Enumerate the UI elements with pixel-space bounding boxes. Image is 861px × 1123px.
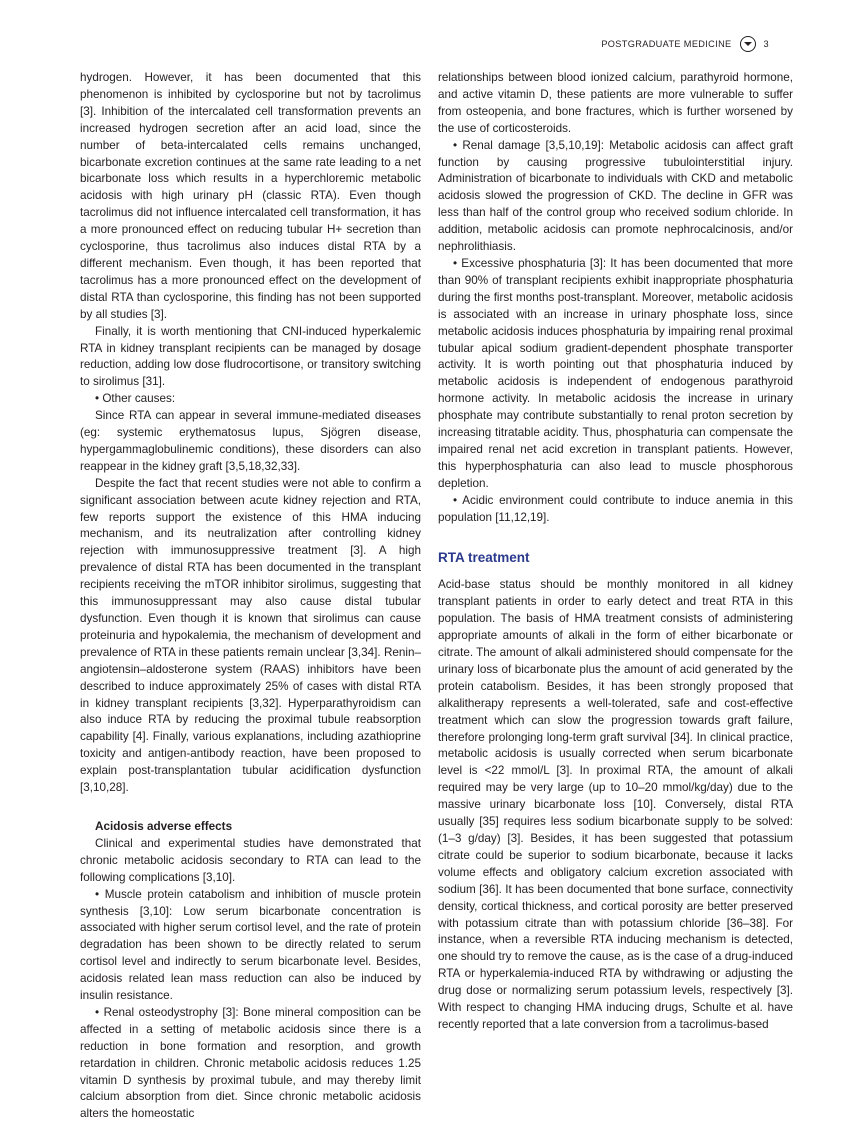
journal-title: POSTGRADUATE MEDICINE (601, 39, 732, 49)
bullet-item: • Muscle protein catabolism and inhibition of muscle protein synthesis [3,10]: Low serum bicarbonate concentration is associated with higher serum cortisol level, and the rate of protein degradation has been shown to be directly related to serum cortisol level and indirectly to serum bicarbonate level. Besides, acidosis related lean mass reduction can also be induced by insulin resistance. (80, 887, 421, 1003)
paragraph: relationships between blood ionized calcium, parathyroid hormone, and active vitamin D, these patients are more vulnerable to suffer from osteopenia, and bone fractures, which is further worsened by the use of corticosteroids. (438, 71, 793, 135)
left-column (80, 70, 421, 1123)
section-heading: RTA treatment (438, 550, 530, 566)
paragraph: Despite the fact that recent studies were not able to confirm a significant association between acute kidney rejection and RTA, few reports support the existence of this HMA inducing mechanism, and its neutralization after controlling kidney rejection with immunosuppressive treatment [3]. A high prevalence of distal RTA has been documented in the transplant recipients receiving the mTOR inhibitor sirolimus, suggesting that this immunosuppressant may also cause distal tubular dysfunction. Even though it is known that sirolimus can cause proteinuria and hypokalemia, the mechanism of development and prevalence of RTA in these patients remain unclear [3,34]. Renin–angiotensin–aldosterone system (RAAS) inhibitors have been described to induce approximately 25% of cases with distal RTA in kidney transplant recipients [3,32]. Hyperparathyroidism can also induce RTA by reducing the proximal tubule reabsorption capability [4]. Finally, various explanations, including azathioprine toxicity and antigen-antibody reaction, have been proposed to explain post-transplantation tubular acidification dysfunction [3,10,28]. (80, 476, 421, 795)
paragraph: hydrogen. However, it has been documented that this phenomenon is inhibited by cyclosporine but not by tacrolimus [3]. Inhibition of the intercalated cell transformation prevents an increased hydrogen secretion after an acid load, since the number of beta-intercalated cells remains unchanged, bicarbonate excretion continues at the same rate leading to a net bicarbonate loss which results in a hyperchloremic metabolic acidosis with high urinary pH (classic RTA). Even though tacrolimus did not influence intercalated cell transformation, it has a more pronounced effect on reducing tubular H+ secretion than cyclosporine, thus tacrolimus also induces distal RTA by a different mechanism. Even though, it has been reported that tacrolimus has a more pronounced effect on the development of distal RTA than cyclosporine, this finding has not been supported by all studies [3]. (80, 71, 421, 321)
paragraph: Clinical and experimental studies have demonstrated that chronic metabolic acidosis secondary to RTA can lead to the following complications [3,10]. (80, 836, 421, 884)
bullet-item: • Excessive phosphaturia [3]: It has been documented that more than 90% of transplant recipients exhibit inappropriate phosphaturia during the first months post-transplant. Moreover, metabolic acidosis is associated with an increase in urinary phosphate loss, since metabolic acidosis induces phosphaturia by impairing renal proximal tubular apical sodium gradient-dependent phosphate transporter activity. It is worth pointing out that phosphaturia induced by metabolic acidosis is independent of endogenous parathyroid hormone activity. In metabolic acidosis the increase in urinary phosphate may contribute substantially to renal proton secretion by increasing titratable acidity. Thus, phosphaturia can compensate the impaired renal net acid excretion in transplant patients. However, this hyperphosphaturia can also lead to muscle phosphorous depletion. (438, 256, 793, 490)
right-column (438, 70, 793, 1034)
page-number: 3 (763, 39, 769, 49)
paragraph: Acid-base status should be monthly monitored in all kidney transplant patients in order to early detect and treat RTA in this population. The basis of HMA treatment consists of administering appropriate amounts of alkali in the form of either bicarbonate or citrate. The amount of alkali administered should compensate for the urinary loss of bicarbonate plus the amount of acid generated by the protein catabolism. Besides, it has been strongly proposed that alkalitherapy represents a well-tolerated, safe and cost-effective treatment which can slow the progression towards graft failure, therefore prolonging long-term graft survival [34]. In clinical practice, metabolic acidosis is usually corrected when serum bicarbonate level is <22 mmol/L [3]. In proximal RTA, the amount of alkali required may be very large (up to 10–20 mmol/kg/day) due to the massive urinary bicarbonate loss [10]. Conversely, distal RTA usually [35] requires less sodium bicarbonate supply to be solved: (1–3 g/day) [3]. Besides, it has been suggested that potassium citrate could be superior to sodium bicarbonate, because it lacks volume effects and obligatory calcium excretion associated with sodium [36]. It has been documented that bone surface, connectivity density, cortical thickness, and cortical porosity are better preserved with potassium citrate than with potassium chloride [36–38]. For instance, when a reversible RTA inducing mechanism is detected, one should try to remove the cause, as is the case of a drug-induced RTA or hyperkalemia-induced RTA by withdrawing or adjusting the drug dose or normalizing serum potassium levels, respectively [3]. With respect to changing HMA inducing drugs, Schulte et al. have recently reported that a late conversion from a tacrolimus-based (438, 578, 793, 1031)
subsection-heading: Acidosis adverse effects (95, 819, 233, 833)
bullet-item: • Other causes: (95, 392, 176, 406)
bullet-item: • Renal osteodystrophy [3]: Bone mineral composition can be affected in a setting of metabolic acidosis since there is a reduction in bone formation and resorption, and growth retardation in children. Chronic metabolic acidosis reduces 1.25 vitamin D synthesis by proximal tubule, and may thereby limit calcium absorption from diet. Since chronic metabolic acidosis alters the homeostatic (80, 1005, 421, 1121)
bullet-item: • Acidic environment could contribute to induce anemia in this population [11,12,19]. (438, 493, 793, 524)
paragraph: Since RTA can appear in several immune-mediated diseases (eg: systemic erythematosus lupus, Sjögren disease, hypergammaglobulinemic conditions), these disorders can also reappear in the kidney graft [3,5,18,32,33]. (80, 409, 421, 473)
paragraph: Finally, it is worth mentioning that CNI-induced hyperkalemic RTA in kidney transplant recipients can be managed by dosage reduction, adding low dose fludrocortisone, or transitory switching to sirolimus [31]. (80, 324, 421, 389)
running-header (601, 36, 769, 52)
bullet-item: • Renal damage [3,5,10,19]: Metabolic acidosis can affect graft function by causing progressive tubulointerstitial injury. Administration of bicarbonate to individuals with CKD and metabolic acidosis slowed the progression of CKD. The decline in GFR was less than half of the control group who received sodium chloride. In addition, metabolic acidosis can promote nephrocalcinosis, and/or nephrolithiasis. (438, 138, 793, 254)
publisher-logo-icon (740, 36, 756, 52)
